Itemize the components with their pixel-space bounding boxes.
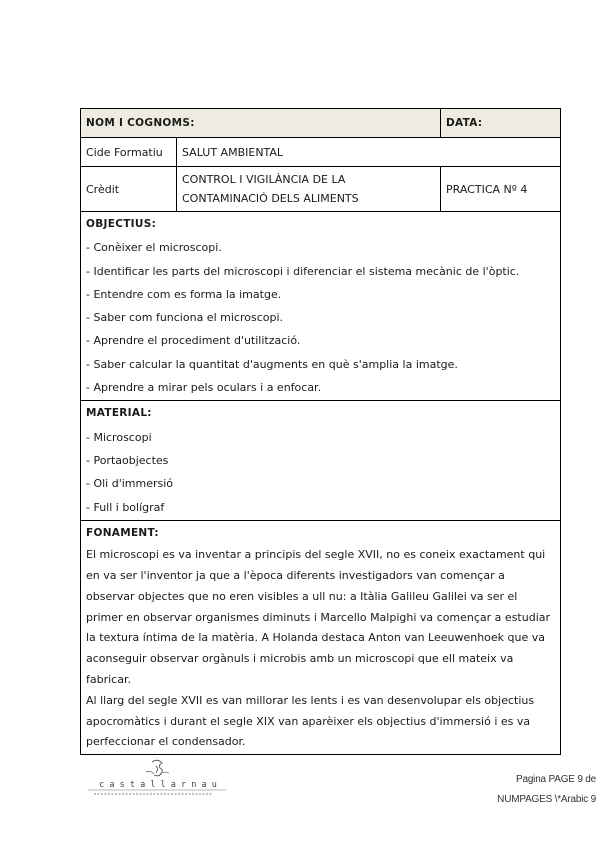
credit-label: Crèdit bbox=[81, 167, 177, 212]
name-label: NOM I COGNOMS: bbox=[81, 109, 441, 138]
cycle-label: Cide Formatiu bbox=[81, 138, 177, 167]
fonament-title: FONAMENT: bbox=[86, 526, 159, 539]
material-item: - Full i bolígraf bbox=[86, 500, 165, 514]
credit-row bbox=[81, 167, 561, 212]
objective-item: - Saber calcular la quantitat d'augments en què s'amplia la imatge. bbox=[86, 357, 458, 371]
practice-number: PRACTICA Nº 4 bbox=[441, 167, 561, 212]
objective-item: - Conèixer el microscopi. bbox=[86, 241, 222, 255]
credit-value-line2: CONTAMINACIÓ DELS ALIMENTS bbox=[182, 192, 359, 205]
material-item: - Portaobjectes bbox=[86, 453, 169, 467]
page-number-field bbox=[497, 770, 596, 810]
material-title: MATERIAL: bbox=[86, 407, 152, 420]
material-row bbox=[81, 401, 561, 520]
fonament-row bbox=[81, 520, 561, 754]
cycle-value: SALUT AMBIENTAL bbox=[177, 138, 561, 167]
school-logo-icon bbox=[86, 758, 231, 800]
credit-value-line1: CONTROL I VIGILÀNCIA DE LA bbox=[182, 173, 346, 186]
objective-item: - Identificar les parts del microscopi i diferenciar el sistema mecànic de l'òptic. bbox=[86, 264, 520, 278]
practice-sheet-table bbox=[80, 108, 561, 755]
date-label: DATA: bbox=[441, 109, 561, 138]
objectives-title: OBJECTIUS: bbox=[86, 218, 157, 230]
objectives-row bbox=[81, 212, 561, 401]
objective-item: - Saber com funciona el microscopi. bbox=[86, 311, 284, 325]
objective-item: - Entendre com es forma la imatge. bbox=[86, 287, 282, 301]
objective-item: - Aprendre a mirar pels oculars i a enfocar. bbox=[86, 381, 322, 395]
material-item: - Oli d'immersió bbox=[86, 477, 174, 491]
fonament-paragraph: El microscopi es va inventar a principis del segle XVII, no es coneix exactament qui en va ser l'inventor ja que a l'època diferents investigadors van començar a observar objectes que no eren visibles a ull nu: a Itàlia Galileu Galilei va ser el primer en observar organismes diminuts i Marcello Malpighi va començar a estudiar la textura íntima de la matèria. A Holanda destaca Anton van Leeuwenhoek que va aconseguir observar orgànuls i microbis amb un microscopi que ell mateix va fabricar. bbox=[86, 548, 551, 686]
material-section bbox=[81, 401, 561, 520]
logo-text: c a s t a l l a r n a u bbox=[99, 780, 217, 790]
objectives-section bbox=[81, 212, 561, 401]
material-item: - Microscopi bbox=[86, 430, 152, 444]
page-number-line2: NUMPAGES \*Arabic 9 bbox=[497, 794, 596, 805]
fonament-paragraph: Al llarg del segle XVII es van millorar les lents i es van desenvolupar els objectius apocromàtics i durant el segle XIX van aparèixer els objectius d'immersió i es va perfeccionar el condensador. bbox=[86, 693, 535, 749]
fonament-section bbox=[81, 520, 561, 754]
page-number-line1: Pagina PAGE 9 de bbox=[515, 774, 596, 785]
school-logo bbox=[86, 758, 231, 800]
cycle-row bbox=[81, 138, 561, 167]
credit-value bbox=[177, 167, 441, 212]
objective-item: - Aprendre el procediment d'utilització. bbox=[86, 334, 301, 348]
header-row bbox=[81, 109, 561, 138]
